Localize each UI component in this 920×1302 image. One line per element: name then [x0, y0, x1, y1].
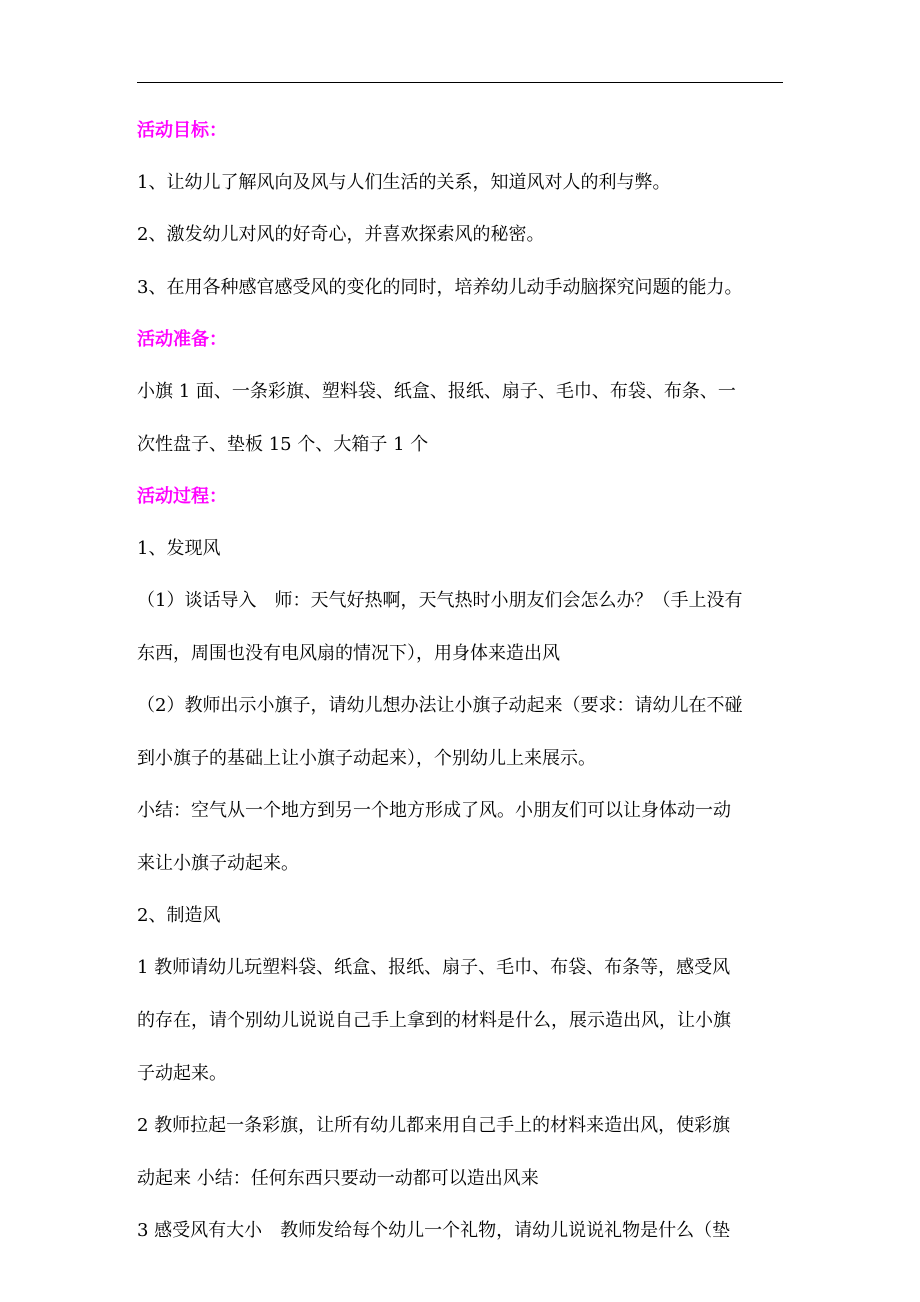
step-1-title [137, 536, 783, 562]
text-line: 动起来 小结：任何东西只要动一动都可以造出风来 [137, 1168, 539, 1189]
text-line: 3 感受风有大小 教师发给每个幼儿一个礼物，请幼儿说说礼物是什么（垫 [137, 1220, 731, 1241]
text-line: （2）教师出示小旗子，请幼儿想办法让小旗子动起来（要求：请幼儿在不碰 [137, 695, 743, 716]
document-body [137, 118, 783, 1244]
goal-item-3 [137, 275, 783, 301]
text-line: 来让小旗子动起来。 [137, 853, 299, 874]
goal-item-1 [137, 170, 783, 196]
text-line: 1、发现风 [137, 538, 221, 559]
text-line: 子动起来。 [137, 1063, 227, 1084]
text-line: （1）谈话导入 师：天气好热啊，天气热时小朋友们会怎么办？（手上没有 [137, 590, 743, 611]
text-line: 次性盘子、垫板 15 个、大箱子 1 个 [137, 434, 429, 455]
text-line: 1、让幼儿了解风向及风与人们生活的关系，知道风对人的利与弊。 [137, 172, 671, 193]
step-1-part-1 [137, 588, 783, 667]
step-2-title [137, 903, 783, 929]
text-line: 2 教师拉起一条彩旗，让所有幼儿都来用自己手上的材料来造出风，使彩旗 [137, 1115, 731, 1136]
text-line: 3、在用各种感官感受风的变化的同时，培养幼儿动手动脑探究问题的能力。 [137, 277, 743, 298]
text-line: 2、制造风 [137, 905, 221, 926]
step-2-part-2 [137, 1113, 783, 1192]
text-line: 小结：空气从一个地方到另一个地方形成了风。小朋友们可以让身体动一动 [137, 800, 731, 821]
section-heading-preparation: 活动准备： [137, 329, 227, 350]
step-1-summary [137, 798, 783, 877]
text-line: 到小旗子的基础上让小旗子动起来），个别幼儿上来展示。 [137, 748, 596, 769]
text-line: 小旗 1 面、一条彩旗、塑料袋、纸盒、报纸、扇子、毛巾、布袋、布条、一 [137, 381, 736, 402]
step-2-part-1 [137, 955, 783, 1087]
section-heading-process: 活动过程： [137, 486, 227, 507]
step-2-part-3 [137, 1218, 783, 1244]
header-rule [137, 82, 783, 83]
text-line: 东西，周围也没有电风扇的情况下），用身体来造出风 [137, 643, 560, 664]
step-1-part-2 [137, 693, 783, 772]
goal-item-2 [137, 222, 783, 248]
section-heading-goals: 活动目标： [137, 120, 227, 141]
text-line: 的存在，请个别幼儿说说自己手上拿到的材料是什么，展示造出风，让小旗 [137, 1010, 731, 1031]
text-line: 2、激发幼儿对风的好奇心，并喜欢探索风的秘密。 [137, 224, 545, 245]
text-line: 1 教师请幼儿玩塑料袋、纸盒、报纸、扇子、毛巾、布袋、布条等，感受风 [137, 957, 731, 978]
preparation-materials [137, 379, 783, 458]
